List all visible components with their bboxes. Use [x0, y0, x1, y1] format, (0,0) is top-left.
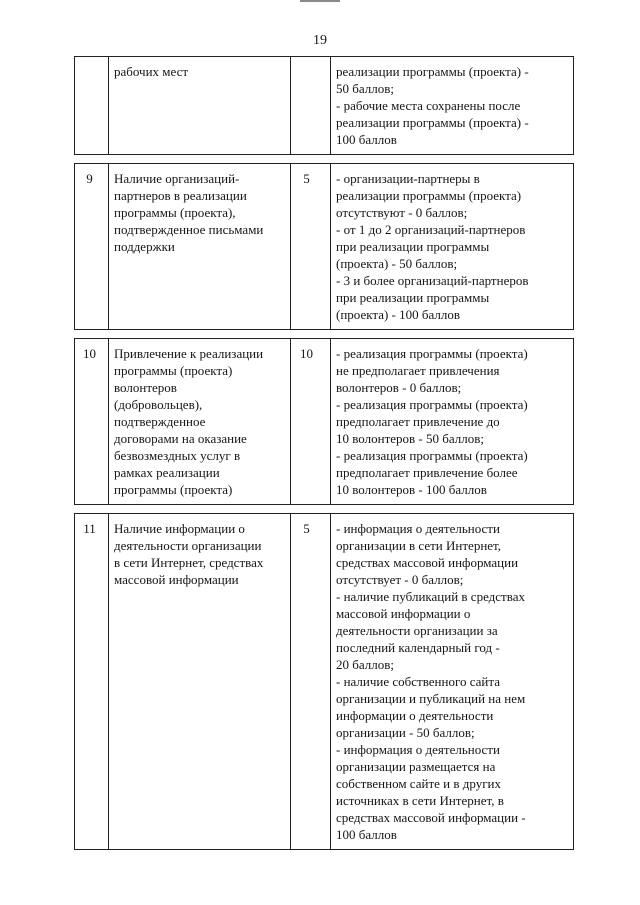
scoring-cell: - реализация программы (проекта) не предполагает привлечения волонтеров - 0 баллов; - реализация программы (проекта) предполагает привлечение до 10 волонтеров - 50 баллов; - реализация программы (проекта) предполагает привлечение более 10 волонтеров - 100 баллов — [331, 339, 574, 505]
table-row — [75, 57, 574, 155]
row-number: 11 — [75, 514, 109, 850]
points-cell: 5 — [291, 514, 331, 850]
row-number: 9 — [75, 164, 109, 330]
scoring-cell: реализации программы (проекта) - 50 баллов; - рабочие места сохранены после реализации программы (проекта) - 100 баллов — [331, 57, 574, 155]
row-number: 10 — [75, 339, 109, 505]
table-row — [75, 339, 574, 505]
table-row — [75, 514, 574, 850]
row-gap — [75, 330, 574, 339]
scoring-cell: - организации-партнеры в реализации программы (проекта) отсутствуют - 0 баллов; - от 1 до 2 организаций-партнеров при реализации программы (проекта) - 50 баллов; - 3 и более организаций-партнеров при реализации программы (проекта) - 100 баллов — [331, 164, 574, 330]
criterion-cell: Наличие информации о деятельности организации в сети Интернет, средствах массовой информации — [109, 514, 291, 850]
criterion-cell: рабочих мест — [109, 57, 291, 155]
row-gap — [75, 505, 574, 514]
scoring-cell: - информация о деятельности организации в сети Интернет, средствах массовой информации отсутствует - 0 баллов; - наличие публикаций в средствах массовой информации о деятельности организации за последний календарный год - 20 баллов; - наличие собственного сайта организации и публикаций на нем информации о деятельности организации - 50 баллов; - информация о деятельности организации размещается на собственном сайте и в других источниках в сети Интернет, в средствах массовой информации - 100 баллов — [331, 514, 574, 850]
criterion-cell: Наличие организаций- партнеров в реализации программы (проекта), подтвержденное письмами поддержки — [109, 164, 291, 330]
row-number — [75, 57, 109, 155]
points-cell: 10 — [291, 339, 331, 505]
top-edge-mark — [300, 0, 340, 8]
points-cell — [291, 57, 331, 155]
row-gap — [75, 155, 574, 164]
criteria-table — [74, 56, 574, 850]
criterion-cell: Привлечение к реализации программы (проекта) волонтеров (добровольцев), подтвержденное договорами на оказание безвозмездных услуг в рамках реализации программы (проекта) — [109, 339, 291, 505]
table-row — [75, 164, 574, 330]
points-cell: 5 — [291, 164, 331, 330]
page-number: 19 — [313, 33, 327, 48]
